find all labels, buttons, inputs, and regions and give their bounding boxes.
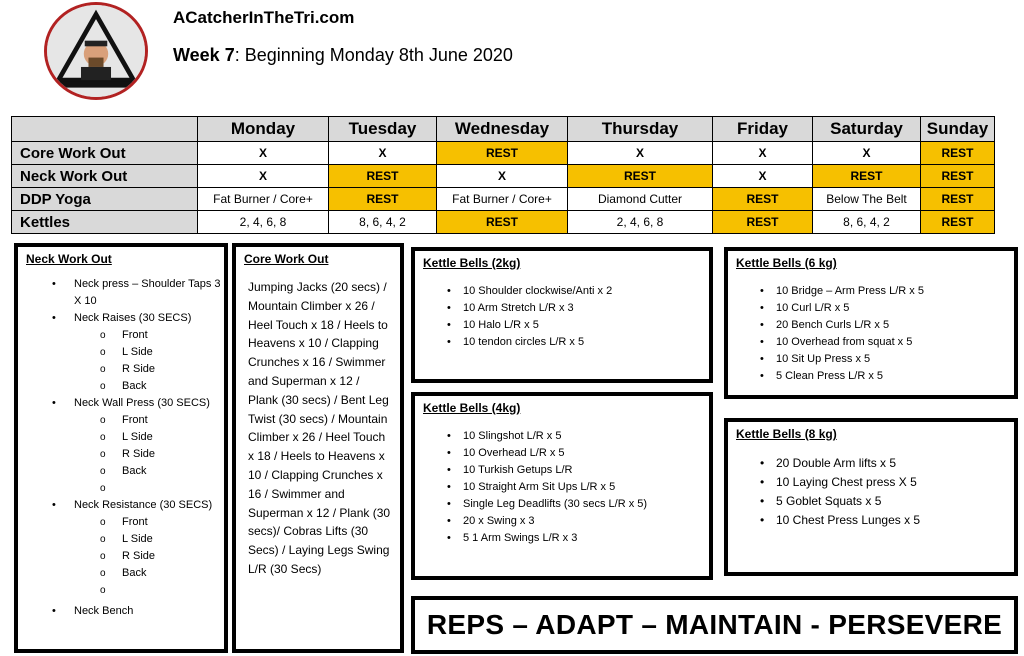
schedule-cell: Below The Belt [813,188,921,211]
kettle-4kg-panel [411,392,713,580]
schedule-cell: 2, 4, 6, 8 [198,211,329,234]
exercise-item: • 10 Bridge – Arm Press L/R x 5 [748,283,1014,300]
day-header: Sunday [921,117,995,142]
neck-exercise-item [30,497,224,599]
exercise-item: • 10 Shoulder clockwise/Anti x 2 [435,283,709,300]
rest-cell: REST [921,142,995,165]
week-date: : Beginning Monday 8th June 2020 [234,45,513,65]
neck-workout-title: Neck Work Out [26,252,112,266]
schedule-cell: 8, 6, 4, 2 [813,211,921,234]
logo-emblem-icon [47,5,145,97]
schedule-cell: X [713,142,813,165]
week-heading [173,45,513,66]
schedule-cell: Fat Burner / Core+ [198,188,329,211]
neck-sub-item: o Back [30,378,224,395]
kettle-6kg-title: Kettle Bells (6 kg) [736,256,837,270]
kettle-8kg-panel [724,418,1018,576]
week-label: Week 7 [173,45,235,65]
site-logo [44,2,148,100]
exercise-item: • 20 Bench Curls L/R x 5 [748,317,1014,334]
exercise-item: • 10 Halo L/R x 5 [435,317,709,334]
neck-workout-panel [14,243,228,653]
rest-cell: REST [329,188,437,211]
rest-cell: REST [813,165,921,188]
day-header: Tuesday [329,117,437,142]
exercise-item: • 10 Straight Arm Sit Ups L/R x 5 [435,479,709,496]
neck-sub-item: o L Side [30,531,224,548]
schedule-row-label: Core Work Out [12,142,198,165]
kettle-8kg-list [748,454,1014,530]
exercise-item: • 10 Chest Press Lunges x 5 [748,511,1014,530]
kettle-4kg-title: Kettle Bells (4kg) [423,401,521,415]
neck-sub-item: o Front [30,514,224,531]
exercise-item: • 10 Curl L/R x 5 [748,300,1014,317]
day-header: Monday [198,117,329,142]
kettle-2kg-title: Kettle Bells (2kg) [423,256,521,270]
schedule-row [12,211,995,234]
rest-cell: REST [713,188,813,211]
schedule-cell: X [198,142,329,165]
exercise-item: • Single Leg Deadlifts (30 secs L/R x 5) [435,496,709,513]
neck-sub-item: o Back [30,463,224,480]
neck-exercise-label: Neck press – Shoulder Taps 3 X 10 [74,278,221,307]
exercise-item: • 10 Turkish Getups L/R [435,462,709,479]
exercise-item: • 5 Clean Press L/R x 5 [748,368,1014,385]
exercise-item: • 10 Laying Chest press X 5 [748,473,1014,492]
schedule-row-label: Kettles [12,211,198,234]
day-header: Thursday [568,117,713,142]
schedule-cell: Diamond Cutter [568,188,713,211]
neck-sub-item: o Back [30,565,224,582]
neck-exercise-item [30,395,224,497]
rest-cell: REST [437,211,568,234]
rest-cell: REST [329,165,437,188]
schedule-cell: X [329,142,437,165]
neck-sub-item: o L Side [30,344,224,361]
neck-exercise-item [30,276,224,310]
schedule-cell: X [198,165,329,188]
kettle-6kg-list [748,283,1014,385]
day-header: Friday [713,117,813,142]
rest-cell: REST [921,188,995,211]
neck-exercise-item [30,310,224,395]
core-workout-text: Jumping Jacks (20 secs) / Mountain Climber x 26 / Heel Touch x 18 / Heels to Heavens x 10 / Clapping Crunches x 16 / Swimmer and Superman x 12 / Plank (30 secs) / Bent Leg Twist (30 secs) / Mountain Climber x 26 / Heel Touch x 18 / Heels to Heavens x 10 / Clapping Crunches x 16 / Swimmer and Superman x 12 / Plank (30 secs)/ Cobras Lifts (30 Secs) / Laying Legs Swing L/R (30 Secs) [248,280,391,576]
rest-cell: REST [437,142,568,165]
exercise-item: • 5 1 Arm Swings L/R x 3 [435,530,709,547]
kettle-2kg-panel [411,247,713,383]
motto-banner: REPS – ADAPT – MAINTAIN - PERSEVERE [411,596,1018,654]
exercise-item: • 10 Sit Up Press x 5 [748,351,1014,368]
schedule-cell: 8, 6, 4, 2 [329,211,437,234]
neck-workout-list [30,276,224,620]
schedule-cell: X [813,142,921,165]
exercise-item: • 10 Overhead L/R x 5 [435,445,709,462]
schedule-cell: Fat Burner / Core+ [437,188,568,211]
exercise-item: • 5 Goblet Squats x 5 [748,492,1014,511]
schedule-corner-cell [12,117,198,142]
schedule-row [12,165,995,188]
kettle-6kg-panel [724,247,1018,399]
schedule-row-label: DDP Yoga [12,188,198,211]
core-workout-title: Core Work Out [244,252,329,266]
kettle-4kg-list [435,428,709,547]
schedule-cell: X [713,165,813,188]
neck-sub-item: o R Side [30,446,224,463]
neck-sub-item: o L Side [30,429,224,446]
rest-cell: REST [713,211,813,234]
neck-exercise-item [30,603,224,620]
schedule-row-label: Neck Work Out [12,165,198,188]
neck-sub-item [30,582,224,599]
day-header: Wednesday [437,117,568,142]
exercise-item: • 10 Slingshot L/R x 5 [435,428,709,445]
exercise-item: • 10 Overhead from squat x 5 [748,334,1014,351]
exercise-item: • 10 tendon circles L/R x 5 [435,334,709,351]
neck-sub-item: o Front [30,412,224,429]
neck-sub-item [30,480,224,497]
core-workout-panel [232,243,404,653]
kettle-8kg-title: Kettle Bells (8 kg) [736,427,837,441]
neck-sub-list [74,514,224,599]
weekly-schedule-table [11,116,995,234]
neck-exercise-label: Neck Wall Press (30 SECS) [74,397,210,409]
schedule-header-row [12,117,995,142]
neck-sub-item: o Front [30,327,224,344]
schedule-cell: 2, 4, 6, 8 [568,211,713,234]
neck-sub-item: o R Side [30,548,224,565]
neck-sub-item: o R Side [30,361,224,378]
neck-sub-list [74,412,224,497]
exercise-item: • 20 Double Arm lifts x 5 [748,454,1014,473]
exercise-item: • 20 x Swing x 3 [435,513,709,530]
neck-exercise-label: Neck Raises (30 SECS) [74,312,192,324]
day-header: Saturday [813,117,921,142]
rest-cell: REST [568,165,713,188]
kettle-2kg-list [435,283,709,351]
neck-exercise-label: Neck Resistance (30 SECS) [74,499,213,511]
neck-sub-list [74,327,224,395]
rest-cell: REST [921,211,995,234]
exercise-item: • 10 Arm Stretch L/R x 3 [435,300,709,317]
schedule-row [12,142,995,165]
site-title: ACatcherInTheTri.com [173,8,355,27]
rest-cell: REST [921,165,995,188]
schedule-cell: X [568,142,713,165]
schedule-row [12,188,995,211]
neck-exercise-label: Neck Bench [74,605,134,617]
schedule-cell: X [437,165,568,188]
